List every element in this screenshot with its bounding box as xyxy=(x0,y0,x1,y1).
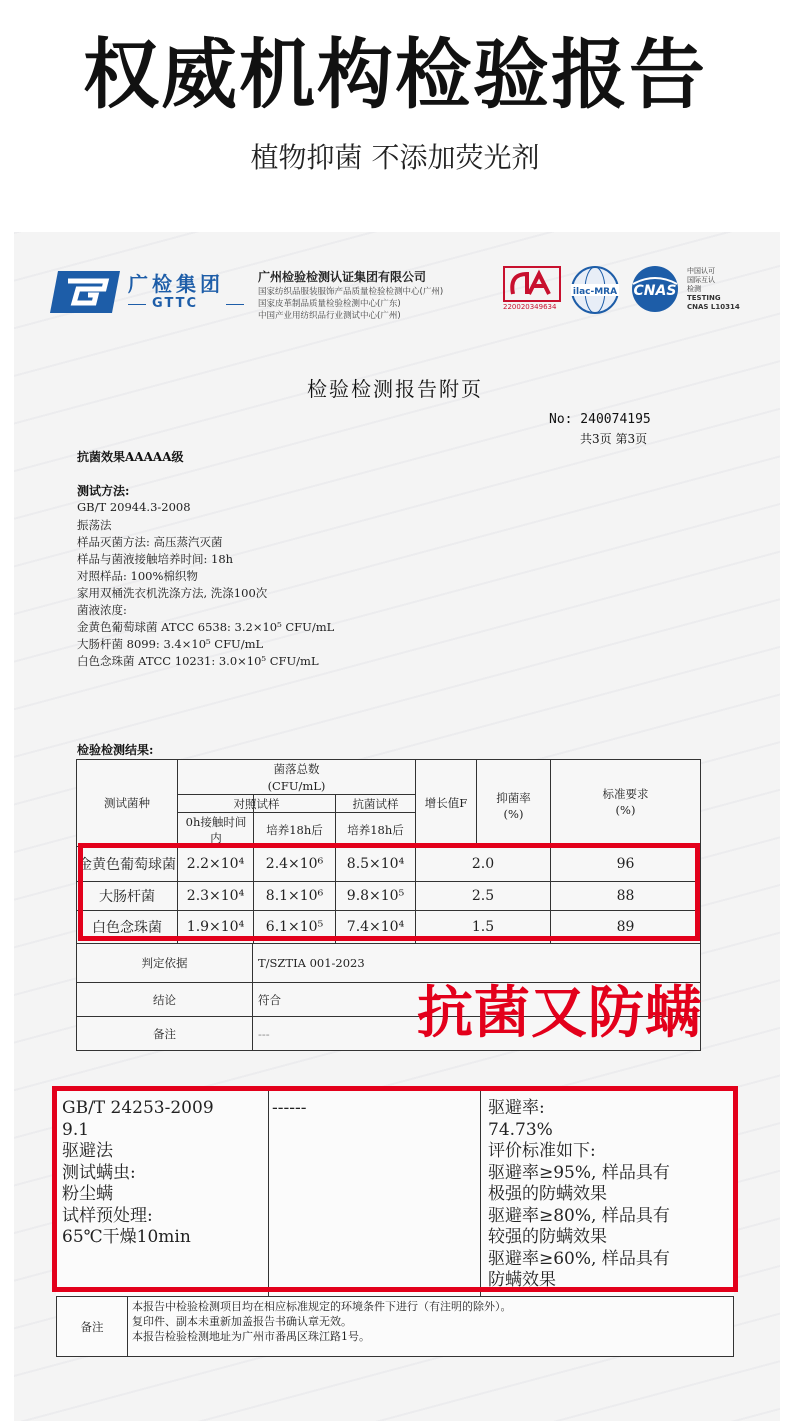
org-center-line: 国家皮革制品质量检验检测中心(广东) xyxy=(258,299,401,309)
overlay-label: 抗菌又防螨 xyxy=(417,981,702,1046)
cma-badge-icon xyxy=(503,266,561,302)
mite-result-line: 74.73% xyxy=(488,1120,553,1140)
header-growth: 增长值F xyxy=(424,796,468,810)
mite-result-line: 驱避率≥60%, 样品具有 xyxy=(488,1249,670,1269)
cell-growth: 2.5 xyxy=(471,888,495,904)
org-name-en-wrap xyxy=(128,296,248,314)
report-number: No: 240074195 xyxy=(549,412,651,427)
method-line: 白色念珠菌 ATCC 10231: 3.0×10⁵ CFU/mL xyxy=(77,654,319,668)
method-line: 金黄色葡萄球菌 ATCC 6538: 3.2×10⁵ CFU/mL xyxy=(77,620,335,634)
cell-control-0h: 2.2×10⁴ xyxy=(186,856,245,872)
mite-method-line: 试样预处理: xyxy=(62,1206,153,1226)
header-antibacterial: 抗菌试样 xyxy=(352,796,399,811)
cnas-badge-icon xyxy=(625,264,685,314)
mite-result-line: 防螨效果 xyxy=(488,1270,556,1290)
header-standard: 标准要求 xyxy=(602,787,649,801)
org-center-line: 中国产业用纺织品行业测试中心(广州) xyxy=(258,311,401,321)
svg-text:CNAS: CNAS xyxy=(633,283,677,299)
cell-control-18h: 8.1×10⁶ xyxy=(265,888,324,904)
conclusion-value: 符合 xyxy=(258,992,281,1007)
results-title: 检验检测结果: xyxy=(77,743,154,757)
conclusion-label: 结论 xyxy=(153,992,176,1007)
cell-rate: 89 xyxy=(616,919,635,935)
org-name-cn: 广检集团 xyxy=(128,272,224,296)
mite-result-line: 极强的防螨效果 xyxy=(488,1184,607,1204)
cnas-text: TESTING xyxy=(687,294,721,302)
org-center-line: 国家纺织品服装服饰产品质量检验检测中心(广州) xyxy=(258,287,444,297)
page-title: 权威机构检验报告 xyxy=(83,30,707,119)
method-title: 测试方法: xyxy=(77,484,130,498)
mite-method-line: 粉尘螨 xyxy=(62,1184,113,1204)
header-anti-18h: 培养18h后 xyxy=(347,822,404,837)
mite-method-line: 9.1 xyxy=(62,1120,90,1140)
mite-method-line: 驱避法 xyxy=(62,1141,113,1161)
grade-label: 抗菌效果AAAAA级 xyxy=(77,450,184,464)
method-line: 菌液浓度: xyxy=(77,603,127,617)
cell-growth: 2.0 xyxy=(471,856,495,872)
method-line: 样品与菌液接触培养时间: 18h xyxy=(77,552,234,566)
mite-result-line: 较强的防螨效果 xyxy=(488,1227,607,1247)
note-line: 复印件、副本未重新加盖报告书确认章无效。 xyxy=(132,1315,352,1328)
cell-growth: 1.5 xyxy=(471,919,495,935)
header-standard-unit: (%) xyxy=(615,803,636,817)
ilac-mra-badge-icon xyxy=(567,265,623,315)
notes-label: 备注 xyxy=(80,1319,104,1334)
mite-result-line: 评价标准如下: xyxy=(488,1141,596,1161)
cnas-text: CNAS L10314 xyxy=(687,303,740,311)
mite-result-line: 驱避率≥95%, 样品具有 xyxy=(488,1163,670,1183)
cnas-text: 中国认可 xyxy=(687,267,715,275)
org-name-en: GTTC xyxy=(152,296,199,311)
method-line: 对照样品: 100%棉织物 xyxy=(77,569,198,583)
report-title: 检验检测报告附页 xyxy=(307,377,483,401)
note-line: 本报告检验检测地址为广州市番禺区珠江路1号。 xyxy=(132,1330,370,1343)
mite-method-line: GB/T 24253-2009 xyxy=(62,1098,214,1118)
cnas-text: 国际互认 xyxy=(687,276,715,284)
cell-control-0h: 2.3×10⁴ xyxy=(186,888,245,904)
note-line: 本报告中检验检测项目均在相应标准规定的环境条件下进行（有注明的除外）。 xyxy=(132,1300,512,1313)
header-rate-unit: (%) xyxy=(503,807,524,821)
cell-control-18h: 2.4×10⁶ xyxy=(265,856,324,872)
method-line: 振荡法 xyxy=(77,518,112,532)
cell-species: 白色念珠菌 xyxy=(92,920,162,936)
basis-value: T/SZTIA 001-2023 xyxy=(258,956,365,970)
cell-anti-18h: 9.8×10⁵ xyxy=(346,888,405,904)
header-colony-total: 菌落总数 xyxy=(273,761,320,776)
header-species: 测试菌种 xyxy=(104,796,150,810)
cell-rate: 88 xyxy=(616,888,635,904)
remark-value: --- xyxy=(258,1026,270,1041)
method-line: 家用双桶洗衣机洗涤方法, 洗涤100次 xyxy=(77,586,268,600)
cell-control-18h: 6.1×10⁵ xyxy=(265,919,324,935)
method-line: GB/T 20944.3-2008 xyxy=(77,500,191,514)
header-control: 对照试样 xyxy=(233,796,280,811)
method-line: 大肠杆菌 8099: 3.4×10⁵ CFU/mL xyxy=(77,637,264,651)
header-colony-unit: (CFU/mL) xyxy=(267,778,326,793)
header-control-0h: 0h接触时间内 xyxy=(185,814,247,845)
cell-rate: 96 xyxy=(616,856,635,872)
org-full-name: 广州检验检测认证集团有限公司 xyxy=(258,270,427,284)
highlight-box xyxy=(78,843,700,941)
mite-result-line: 驱避率≥80%, 样品具有 xyxy=(488,1206,670,1226)
cell-anti-18h: 7.4×10⁴ xyxy=(346,919,405,935)
mite-method-line: 65℃干燥10min xyxy=(62,1227,191,1247)
cell-control-0h: 1.9×10⁴ xyxy=(186,919,245,935)
method-line: 样品灭菌方法: 高压蒸汽灭菌 xyxy=(77,535,223,549)
mite-result-line: 驱避率: xyxy=(488,1098,545,1118)
cell-species: 金黄色葡萄球菌 xyxy=(78,857,176,873)
basis-label: 判定依据 xyxy=(141,956,188,970)
header-control-18h: 培养18h后 xyxy=(266,822,323,837)
report-pages: 共3页 第3页 xyxy=(580,432,648,446)
mite-method-line: 测试螨虫: xyxy=(62,1163,136,1183)
svg-text:ilac-MRA: ilac-MRA xyxy=(572,287,618,297)
cma-number: 220020349634 xyxy=(503,303,557,311)
mite-middle: ------ xyxy=(272,1098,307,1118)
header-rate: 抑菌率 xyxy=(496,791,531,805)
mite-highlight-box xyxy=(52,1086,738,1292)
cnas-text: 检测 xyxy=(687,285,701,293)
page-subtitle: 植物抑菌 不添加荧光剂 xyxy=(250,141,540,174)
remark-label: 备注 xyxy=(153,1026,176,1041)
cell-anti-18h: 8.5×10⁴ xyxy=(346,856,405,872)
gttc-logo-icon xyxy=(48,269,122,315)
cell-species: 大肠杆菌 xyxy=(99,889,155,905)
